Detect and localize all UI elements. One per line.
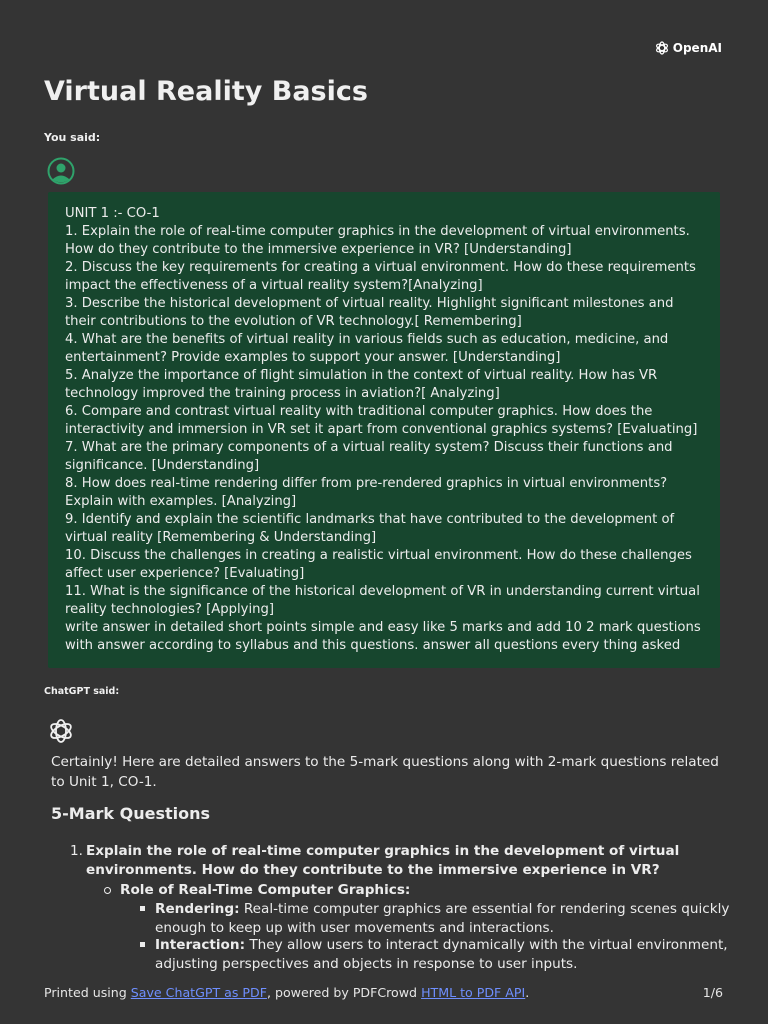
user-message-line: reality technologies? [Applying] — [65, 602, 274, 617]
footer-middle: , powered by PDFCrowd — [266, 985, 422, 1000]
square-bullet-icon — [140, 942, 145, 947]
bullet-rendering — [155, 900, 729, 919]
footer — [44, 985, 529, 1000]
user-message-line: their contributions to the evolution of VR technology.[ Remembering] — [65, 314, 522, 329]
footer-prefix: Printed using — [44, 985, 131, 1000]
question-line-2: environments. How do they contribute to the immersive experience in VR? — [86, 862, 660, 878]
sub-heading: Role of Real-Time Computer Graphics: — [120, 882, 411, 898]
user-message-line: Explain with examples. [Analyzing] — [65, 494, 297, 509]
user-message-line: 9. Identify and explain the scientific landmarks that have contributed to the development of — [65, 512, 675, 527]
user-message-line: 10. Discuss the challenges in creating a realistic virtual environment. How do these challenges — [65, 548, 692, 563]
user-message-line: significance. [Understanding] — [65, 458, 260, 473]
save-chatgpt-link[interactable]: Save ChatGPT as PDF — [130, 985, 267, 1000]
user-message-line: interactivity and immersion in VR set it apart from conventional graphics systems? [Evaluating] — [65, 422, 698, 437]
bullet-interaction — [155, 936, 728, 955]
bullet-text: Real-time computer graphics are essential for rendering scenes quickly — [239, 901, 730, 917]
user-message-line: impact the effectiveness of a virtual reality system?[Analyzing] — [65, 278, 483, 293]
section-heading: 5-Mark Questions — [51, 804, 210, 823]
user-message-line: affect user experience? [Evaluating] — [65, 566, 305, 581]
chatgpt-avatar-icon — [47, 717, 75, 745]
user-message-line: with answer according to syllabus and this questions. answer all questions every thing asked — [65, 638, 681, 653]
page-title: Virtual Reality Basics — [44, 76, 368, 107]
user-message-line: write answer in detailed short points simple and easy like 5 marks and add 10 2 mark questions — [65, 620, 701, 635]
chatgpt-said-label: ChatGPT said: — [44, 686, 120, 697]
user-message-line: virtual reality [Remembering & Understanding] — [65, 530, 377, 545]
bullet-text: They allow users to interact dynamically with the virtual environment, — [245, 937, 728, 953]
user-message-line: entertainment? Provide examples to support your answer. [Understanding] — [65, 350, 561, 365]
user-message-line: 3. Describe the historical development of virtual reality. Highlight significant milestones and — [65, 296, 674, 311]
circle-bullet-icon — [104, 887, 111, 894]
user-said-label: You said: — [44, 131, 101, 144]
html-to-pdf-link[interactable]: HTML to PDF API — [421, 985, 526, 1000]
openai-logo-icon — [654, 40, 670, 56]
footer-suffix: . — [525, 985, 530, 1000]
list-number: 1. — [70, 843, 83, 859]
page-number: 1/6 — [702, 985, 723, 1000]
user-message-line: 6. Compare and contrast virtual reality with traditional computer graphics. How does the — [65, 404, 653, 419]
user-message-line: How do they contribute to the immersive experience in VR? [Understanding] — [65, 242, 572, 257]
square-bullet-icon — [140, 906, 145, 911]
user-message-line: technology improved the training process in aviation?[ Analyzing] — [65, 386, 500, 401]
user-message-line: 4. What are the benefits of virtual reality in various fields such as education, medicine, and — [65, 332, 669, 347]
bullet-interaction-cont: adjusting perspectives and objects in response to user inputs. — [155, 956, 578, 972]
openai-logo — [654, 40, 722, 56]
response-intro: Certainly! Here are detailed answers to the 5-mark questions along with 2-mark questions related to Unit 1, CO-1. — [51, 754, 719, 790]
user-message-line: 1. Explain the role of real-time computer graphics in the development of virtual environments. — [65, 224, 690, 239]
user-message-line: 8. How does real-time rendering differ from pre-rendered graphics in virtual environments? — [65, 476, 668, 491]
user-message-line: 11. What is the significance of the historical development of VR in understanding current virtual — [65, 584, 700, 599]
user-message-line: UNIT 1 :- CO-1 — [65, 206, 160, 221]
user-message — [48, 192, 720, 668]
user-message-line: 2. Discuss the key requirements for creating a virtual environment. How do these requirements — [65, 260, 696, 275]
user-avatar-icon — [47, 157, 75, 185]
question-line-1: Explain the role of real-time computer graphics in the development of virtual — [86, 843, 680, 859]
bullet-term: Interaction: — [155, 937, 245, 953]
bullet-rendering-cont: enough to keep up with user movements and interactions. — [155, 920, 554, 936]
user-message-line: 7. What are the primary components of a virtual reality system? Discuss their functions and — [65, 440, 673, 455]
user-message-line: 5. Analyze the importance of flight simulation in the context of virtual reality. How has VR — [65, 368, 658, 383]
brand-name: OpenAI — [672, 41, 722, 55]
bullet-term: Rendering: — [155, 901, 240, 917]
